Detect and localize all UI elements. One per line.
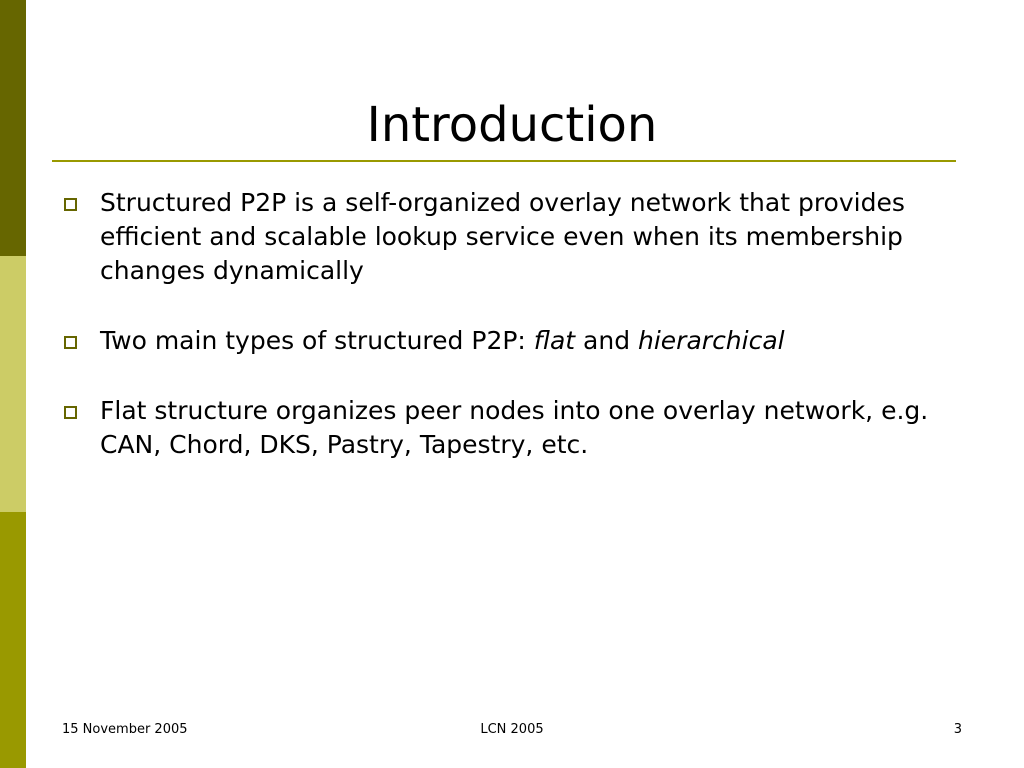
bullet-text: Flat structure organizes peer nodes into one overlay network, e.g. CAN, Chord, DKS, Pastry, Tapestry, etc. xyxy=(100,396,929,459)
bullet-item xyxy=(64,394,964,462)
emphasis-flat: flat xyxy=(533,326,576,355)
hollow-square-bullet-icon xyxy=(64,406,77,419)
bullet-item xyxy=(64,186,964,288)
footer-date: 15 November 2005 xyxy=(62,722,188,737)
bullet-list xyxy=(64,186,964,498)
bullet-text xyxy=(100,324,964,358)
bullet-item xyxy=(64,324,964,358)
title-divider xyxy=(52,160,956,162)
footer-page-number: 3 xyxy=(953,722,962,737)
emphasis-hierarchical: hierarchical xyxy=(638,326,785,355)
sidebar-band-middle xyxy=(0,256,26,512)
hollow-square-bullet-icon xyxy=(64,336,77,349)
slide-title: Introduction xyxy=(366,97,658,153)
sidebar-band-top xyxy=(0,0,26,256)
footer-event: LCN 2005 xyxy=(480,722,544,737)
bullet-text-part: and xyxy=(575,326,639,355)
bullet-text: Structured P2P is a self-organized overlay network that provides efficient and scalable lookup service even when its membership changes dynamically xyxy=(100,188,905,285)
hollow-square-bullet-icon xyxy=(64,198,77,211)
bullet-text-part: Two main types of structured P2P: xyxy=(100,326,534,355)
